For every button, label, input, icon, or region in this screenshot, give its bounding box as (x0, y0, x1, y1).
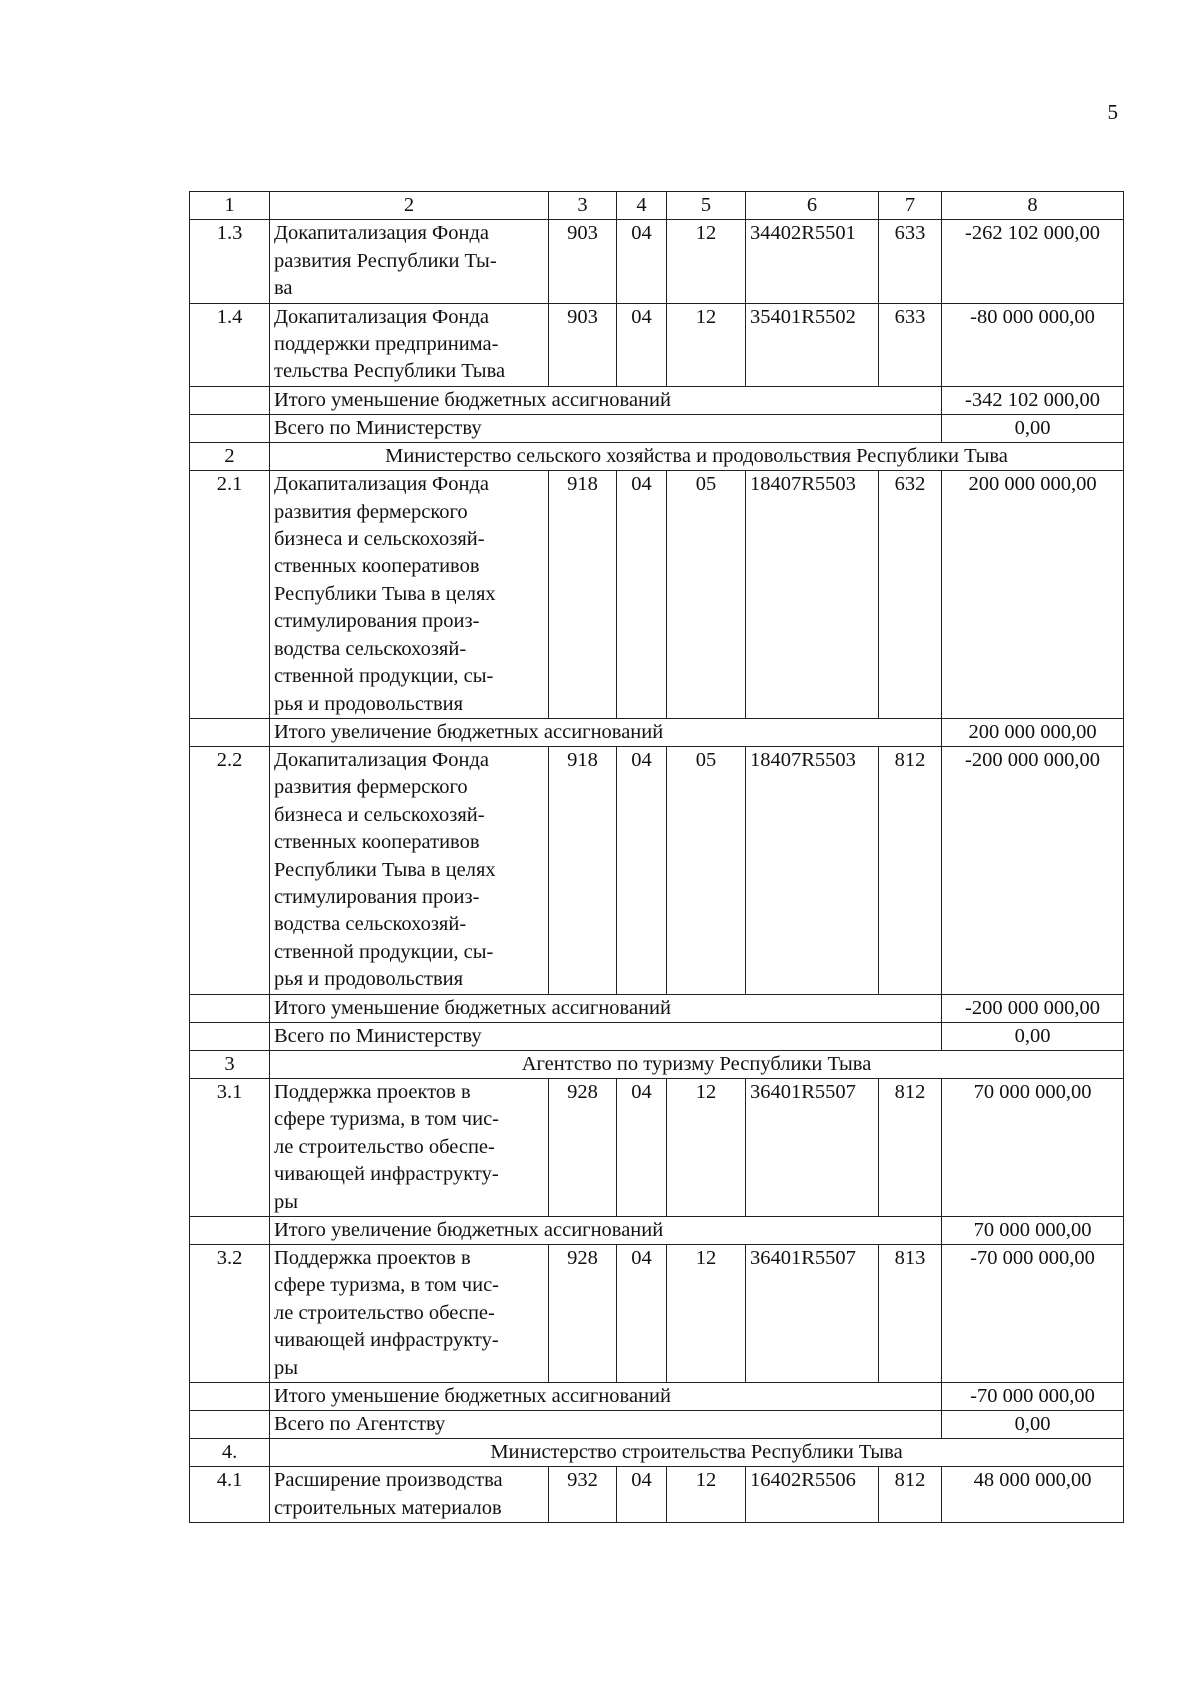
total-label: Итого уменьшение бюджетных ассигнований (270, 386, 942, 414)
row-number: 1.4 (190, 303, 270, 386)
section-number: 2 (190, 442, 270, 470)
ministry-code: 928 (549, 1078, 617, 1216)
item-name (270, 1467, 549, 1523)
total-label: Всего по Министерству (270, 1022, 942, 1050)
header-cell: 3 (549, 192, 617, 220)
target-article-code: 16402R5506 (746, 1467, 879, 1523)
header-cell: 1 (190, 192, 270, 220)
header-cell: 6 (746, 192, 879, 220)
budget-table (189, 191, 1124, 1523)
ministry-code: 903 (549, 220, 617, 303)
amount-value: 200 000 000,00 (942, 471, 1124, 719)
total-value: -342 102 000,00 (942, 386, 1124, 414)
expense-type-code: 812 (879, 1467, 942, 1523)
item-name-line: развития фермерского (274, 500, 468, 523)
item-name-line: Докапитализация Фонда (274, 748, 489, 771)
item-name-line: ственных кооперативов (274, 831, 480, 854)
item-name-line: ле строительство обеспе- (274, 1301, 495, 1324)
item-name (270, 303, 549, 386)
total-label: Итого увеличение бюджетных ассигнований (270, 718, 942, 746)
ministry-code: 932 (549, 1467, 617, 1523)
item-name-line: Республики Тыва в целях (274, 582, 496, 605)
table-header-row (190, 192, 1124, 220)
section-title: Министерство строительства Республики Тыва (270, 1439, 1124, 1467)
row-number-empty (190, 718, 270, 746)
total-value: 200 000 000,00 (942, 718, 1124, 746)
target-article-code: 35401R5502 (746, 303, 879, 386)
expense-type-code: 812 (879, 746, 942, 994)
section-code: 04 (617, 303, 667, 386)
item-name-line: Республики Тыва в целях (274, 858, 496, 881)
table-row (190, 746, 1124, 994)
item-name-line: Докапитализация Фонда (274, 473, 489, 496)
amount-value: -70 000 000,00 (942, 1245, 1124, 1383)
item-name-line: развития Республики Ты- (274, 249, 497, 272)
item-name-line: Докапитализация Фонда (274, 305, 489, 328)
target-article-code: 18407R5503 (746, 471, 879, 719)
subsection-code: 05 (667, 471, 746, 719)
item-name-line: тельства Республики Тыва (274, 360, 506, 383)
table-row (190, 1467, 1124, 1523)
subsection-code: 12 (667, 303, 746, 386)
total-label: Итого уменьшение бюджетных ассигнований (270, 1383, 942, 1411)
item-name-line: Докапитализация Фонда (274, 222, 489, 245)
section-code: 04 (617, 1467, 667, 1523)
total-row (190, 718, 1124, 746)
header-cell: 8 (942, 192, 1124, 220)
total-value: 0,00 (942, 1411, 1124, 1439)
section-code: 04 (617, 1078, 667, 1216)
section-row (190, 442, 1124, 470)
item-name (270, 1078, 549, 1216)
table-row (190, 1078, 1124, 1216)
item-name-line: Расширение производства (274, 1469, 503, 1492)
header-cell: 4 (617, 192, 667, 220)
row-number: 3.2 (190, 1245, 270, 1383)
total-value: 70 000 000,00 (942, 1217, 1124, 1245)
expense-type-code: 633 (879, 303, 942, 386)
item-name-line: рья и продовольствия (274, 692, 464, 715)
page-number: 5 (1107, 100, 1118, 124)
row-number-empty (190, 414, 270, 442)
total-value: 0,00 (942, 1022, 1124, 1050)
item-name-line: ственной продукции, сы- (274, 665, 494, 688)
section-code: 04 (617, 1245, 667, 1383)
header-cell: 2 (270, 192, 549, 220)
item-name (270, 220, 549, 303)
item-name-line: стимулирования произ- (274, 885, 480, 908)
item-name-line: Поддержка проектов в (274, 1247, 471, 1269)
amount-value: 48 000 000,00 (942, 1467, 1124, 1523)
item-name-line: строительных материалов (274, 1496, 502, 1519)
total-value: 0,00 (942, 414, 1124, 442)
total-row (190, 994, 1124, 1022)
section-number: 4. (190, 1439, 270, 1467)
table-row (190, 303, 1124, 386)
section-code: 04 (617, 746, 667, 994)
table-row (190, 1245, 1124, 1383)
item-name-line: Поддержка проектов в (274, 1080, 471, 1103)
total-label: Всего по Министерству (270, 414, 942, 442)
target-article-code: 18407R5503 (746, 746, 879, 994)
total-label: Всего по Агентству (270, 1411, 942, 1439)
header-cell: 7 (879, 192, 942, 220)
item-name-line: бизнеса и сельскохозяй- (274, 528, 485, 551)
item-name-line: поддержки предпринима- (274, 333, 499, 356)
expense-type-code: 813 (879, 1245, 942, 1383)
item-name-line: ры (274, 1190, 299, 1213)
total-row (190, 1217, 1124, 1245)
amount-value: -200 000 000,00 (942, 746, 1124, 994)
item-name-line: стимулирования произ- (274, 610, 480, 633)
section-row (190, 1439, 1124, 1467)
item-name-line: ры (274, 1356, 299, 1379)
row-number-empty (190, 1022, 270, 1050)
item-name-line: водства сельскохозяй- (274, 913, 467, 936)
item-name-line: ственной продукции, сы- (274, 940, 494, 963)
section-code: 04 (617, 471, 667, 719)
section-number: 3 (190, 1050, 270, 1078)
item-name-line: бизнеса и сельскохозяй- (274, 803, 485, 826)
section-title: Министерство сельского хозяйства и продовольствия Республики Тыва (270, 442, 1124, 470)
table-row (190, 220, 1124, 303)
row-number-empty (190, 994, 270, 1022)
row-number-empty (190, 386, 270, 414)
subsection-code: 05 (667, 746, 746, 994)
total-label: Итого увеличение бюджетных ассигнований (270, 1217, 942, 1245)
item-name-line: рья и продовольствия (274, 968, 464, 991)
row-number: 2.2 (190, 746, 270, 994)
row-number: 3.1 (190, 1078, 270, 1216)
target-article-code: 36401R5507 (746, 1245, 879, 1383)
item-name-line: водства сельскохозяй- (274, 637, 467, 660)
header-cell: 5 (667, 192, 746, 220)
row-number-empty (190, 1383, 270, 1411)
section-row (190, 1050, 1124, 1078)
item-name-line: ственных кооперативов (274, 555, 480, 578)
ministry-code: 918 (549, 746, 617, 994)
expense-type-code: 633 (879, 220, 942, 303)
amount-value: 70 000 000,00 (942, 1078, 1124, 1216)
item-name-line: ле строительство обеспе- (274, 1135, 495, 1158)
total-row (190, 1411, 1124, 1439)
item-name-line: чивающей инфраструкту- (274, 1329, 499, 1352)
item-name-line: развития фермерского (274, 776, 468, 799)
row-number: 2.1 (190, 471, 270, 719)
row-number-empty (190, 1411, 270, 1439)
expense-type-code: 632 (879, 471, 942, 719)
subsection-code: 12 (667, 220, 746, 303)
total-row (190, 386, 1124, 414)
total-row (190, 1383, 1124, 1411)
amount-value: -262 102 000,00 (942, 220, 1124, 303)
item-name (270, 1245, 549, 1383)
total-row (190, 1022, 1124, 1050)
target-article-code: 36401R5507 (746, 1078, 879, 1216)
ministry-code: 903 (549, 303, 617, 386)
total-row (190, 414, 1124, 442)
table-row (190, 471, 1124, 719)
item-name (270, 471, 549, 719)
total-value: -200 000 000,00 (942, 994, 1124, 1022)
ministry-code: 918 (549, 471, 617, 719)
row-number: 4.1 (190, 1467, 270, 1523)
section-code: 04 (617, 220, 667, 303)
item-name-line: сфере туризма, в том чис- (274, 1274, 500, 1297)
subsection-code: 12 (667, 1245, 746, 1383)
subsection-code: 12 (667, 1078, 746, 1216)
total-value: -70 000 000,00 (942, 1383, 1124, 1411)
subsection-code: 12 (667, 1467, 746, 1523)
table-body (190, 220, 1124, 1523)
section-title: Агентство по туризму Республики Тыва (270, 1050, 1124, 1078)
amount-value: -80 000 000,00 (942, 303, 1124, 386)
row-number: 1.3 (190, 220, 270, 303)
total-label: Итого уменьшение бюджетных ассигнований (270, 994, 942, 1022)
target-article-code: 34402R5501 (746, 220, 879, 303)
ministry-code: 928 (549, 1245, 617, 1383)
item-name-line: чивающей инфраструкту- (274, 1163, 499, 1186)
row-number-empty (190, 1217, 270, 1245)
item-name (270, 746, 549, 994)
expense-type-code: 812 (879, 1078, 942, 1216)
item-name-line: ва (274, 277, 293, 300)
item-name-line: сфере туризма, в том чис- (274, 1108, 500, 1131)
